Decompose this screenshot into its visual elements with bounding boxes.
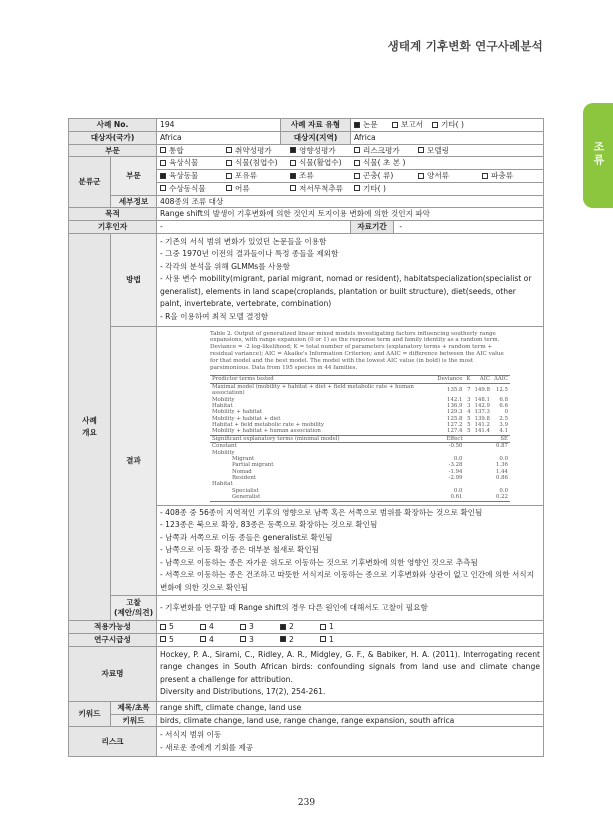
checkbox-label: 양서류 xyxy=(427,171,450,181)
figure-cell: 0.22 xyxy=(492,494,510,501)
figure-cell: 0.61 xyxy=(435,494,464,501)
category-row-plants xyxy=(157,157,544,170)
checked-box-icon[interactable] xyxy=(290,147,296,153)
overview-label-2: 개요 xyxy=(82,428,97,438)
climate-factor-value: - xyxy=(157,221,351,234)
checkbox-label: 보고서 xyxy=(401,120,424,129)
checkbox-label: 어류 xyxy=(235,183,250,193)
figure-cell xyxy=(464,494,472,501)
figure-cell: Resident xyxy=(232,475,257,482)
checkbox-option[interactable] xyxy=(290,157,354,169)
figure-cell: Habitat xyxy=(212,481,233,488)
chapter-tab-label: 조류 xyxy=(592,141,605,167)
purpose-label: 목적 xyxy=(69,208,157,221)
checkbox-label: 2 xyxy=(289,634,294,644)
figure-cell: 3.9 xyxy=(499,422,508,429)
figure-cell: 0.87 xyxy=(492,443,510,450)
checkbox-label: 수상동식물 xyxy=(169,183,206,193)
empty-box-icon[interactable] xyxy=(226,147,232,153)
category-detail-label: 세부정보 xyxy=(111,195,157,208)
checkbox-label: 영향성평가 xyxy=(299,145,336,155)
checkbox-label: 식물(침엽수) xyxy=(235,158,278,168)
category-row-aquatic xyxy=(157,182,544,195)
figure-cell: 5 xyxy=(467,428,471,435)
empty-box-icon[interactable] xyxy=(392,122,398,128)
figure-cell: 137.3 xyxy=(474,409,490,416)
reference-citation: Hockey, P. A., Sirami, C., Ridley, A. R., Midgley, G. F., & Babiker, H. A. (2011). Interrogating recent range changes in South African birds: confounding signals from land use and climate change present a challenge for attribution. xyxy=(160,649,540,684)
checkbox-option[interactable] xyxy=(320,621,360,633)
empty-box-icon[interactable] xyxy=(354,173,360,179)
empty-box-icon[interactable] xyxy=(418,147,424,153)
risk-value xyxy=(157,727,544,757)
applicability-options xyxy=(157,621,544,634)
figure-cell: 4 xyxy=(467,409,471,416)
figure-data-table xyxy=(210,375,510,501)
checkbox-option[interactable] xyxy=(354,157,418,169)
row-climate-factor xyxy=(69,221,544,234)
page-number: 239 xyxy=(297,798,316,808)
checkbox-label: 육상동물 xyxy=(169,171,199,181)
category-row-animals xyxy=(157,170,544,183)
figure-cell: Habitat xyxy=(212,402,233,409)
figure-cell: Mobility + habitat xyxy=(212,409,262,416)
empty-box-icon[interactable] xyxy=(160,185,166,191)
checkbox-option[interactable] xyxy=(320,634,360,646)
figure-header-row xyxy=(210,376,510,383)
row-keywords-title xyxy=(69,701,544,714)
urgency-options xyxy=(157,633,544,646)
figure-cell xyxy=(464,435,472,442)
checkbox-label: 리스크평가 xyxy=(363,145,400,155)
checkbox-option[interactable] xyxy=(354,170,418,182)
figure-cell: 5 xyxy=(467,415,471,422)
checkbox-label: 4 xyxy=(209,622,214,632)
checkbox-option[interactable] xyxy=(200,634,240,646)
country-label: 대상자(국가) xyxy=(69,131,157,144)
figure-cell: 0.0 xyxy=(499,455,508,462)
figure-cell: 5 xyxy=(467,422,471,429)
figure-cell: Significant explanatory terms (minimal model) xyxy=(210,435,435,442)
checked-box-icon[interactable] xyxy=(290,173,296,179)
checkbox-label: 조류 xyxy=(299,171,314,181)
empty-box-icon[interactable] xyxy=(160,147,166,153)
figure-cell: 12.5 xyxy=(492,383,510,396)
data-type-label: 사례 자료 유형 xyxy=(281,119,351,132)
figure-cell: 3 xyxy=(467,402,471,409)
checkbox-option[interactable] xyxy=(226,183,290,195)
reference-label: 자료명 xyxy=(69,646,157,701)
figure-cell: 129.3 xyxy=(447,409,463,416)
empty-box-icon[interactable] xyxy=(432,122,438,128)
empty-box-icon[interactable] xyxy=(354,185,360,191)
figure-cell: 141.4 xyxy=(474,428,490,435)
discussion-value: - 기후변화를 연구할 때 Range shift의 경우 다른 원인에 대해서도 고찰이 필요함 xyxy=(157,596,544,621)
figure-cell: 127.2 xyxy=(447,422,463,429)
checkbox-option[interactable] xyxy=(432,119,502,131)
figure-cell: 4.1 xyxy=(499,428,508,435)
checkbox-option[interactable] xyxy=(280,634,320,646)
row-method xyxy=(69,233,544,326)
figure-cell: 127.4 xyxy=(447,428,463,435)
method-item: - R을 이용하여 최적 모델 결정함 xyxy=(160,311,269,321)
figure-cell: 2.5 xyxy=(499,415,508,422)
figure-row xyxy=(210,428,510,435)
checked-box-icon[interactable] xyxy=(280,636,286,642)
checkbox-label: 5 xyxy=(169,622,174,632)
figure-caption: Table 2. Output of generalized linear mixed models investigating factors influencing southerly range expansions, with range expansion (0 or 1) as the response term and family identity as a random term. Deviance = -2 log-likelihood; K = total number of parameters (explanatory terms + random term + residual variance); AIC = Akaike's Information Criterion; and ΔAIC = difference between the AIC value for that model and the best model. The model with the lowest AIC value (in bold) is the most parsimonious. Data from 195 species in 44 families. xyxy=(210,330,504,372)
empty-box-icon[interactable] xyxy=(160,160,166,166)
applicability-label: 적용가능성 xyxy=(69,621,157,634)
result-figure-table xyxy=(210,331,510,502)
checkbox-label: 통합 xyxy=(169,145,184,155)
risk-item: - 서식지 범위 이동 xyxy=(160,730,222,740)
country-value: Africa xyxy=(157,131,281,144)
checkbox-option[interactable] xyxy=(240,634,280,646)
figure-cell: 149.8 xyxy=(473,383,492,396)
figure-cell: Specialist xyxy=(232,487,259,494)
figure-cell: Generalist xyxy=(210,494,435,501)
row-keywords-kw xyxy=(69,714,544,727)
result-item: - 서쪽으로 이동하는 종은 건조하고 따뜻한 서식지로 이동하는 종으로 기후변화와 상관이 없고 인간에 의한 서식지 변화에 의한 것으로 확인됨 xyxy=(160,570,534,592)
result-label: 결과 xyxy=(111,326,157,596)
sector-label: 부문 xyxy=(69,144,157,157)
checkbox-label: 취약성평가 xyxy=(235,145,272,155)
region-label: 대상지(지역) xyxy=(281,131,351,144)
checkbox-label: 기타( ) xyxy=(441,120,465,129)
row-purpose xyxy=(69,208,544,221)
figure-cell: -3.28 xyxy=(448,462,463,469)
checkbox-option[interactable] xyxy=(392,119,432,131)
checked-box-icon[interactable] xyxy=(160,173,166,179)
checkbox-label: 논문 xyxy=(363,120,378,129)
category-detail-value: 408종의 조류 대상 xyxy=(157,195,544,208)
figure-cell: 136.9 xyxy=(447,402,463,409)
figure-cell: AIC xyxy=(473,376,492,383)
row-reference xyxy=(69,646,544,701)
checkbox-option[interactable] xyxy=(290,183,354,195)
discussion-label-1: 고찰 xyxy=(126,597,141,607)
method-item: - 각각의 분석을 위해 GLMMs를 사용함 xyxy=(160,261,291,271)
figure-cell: Mobility xyxy=(212,449,235,456)
checkbox-option[interactable] xyxy=(160,170,226,182)
figure-sig-row xyxy=(210,494,510,501)
result-item: - 남쪽으로 이동 확장 종은 대부분 철새로 확인됨 xyxy=(160,545,320,555)
checkbox-option[interactable] xyxy=(160,145,226,157)
checkbox-label: 1 xyxy=(329,634,334,644)
figure-cell: K xyxy=(466,376,471,383)
figure-cell: Deviance xyxy=(437,376,463,383)
checkbox-option[interactable] xyxy=(240,621,280,633)
figure-cell: 0.0 xyxy=(499,487,508,494)
figure-cell: 0.0 xyxy=(453,487,463,494)
figure-cell: 0.0 xyxy=(453,455,463,462)
data-type-options xyxy=(351,119,544,132)
checkbox-option[interactable] xyxy=(160,634,200,646)
keywords-label: 키워드 xyxy=(69,701,111,727)
figure-cell: 1.44 xyxy=(495,468,508,475)
case-no-value: 194 xyxy=(157,119,281,132)
checkbox-label: 4 xyxy=(209,634,214,644)
empty-box-icon[interactable] xyxy=(354,160,360,166)
figure-cell: Migrant xyxy=(232,455,255,462)
checkbox-label: 식물(활엽수) xyxy=(299,158,342,168)
empty-box-icon[interactable] xyxy=(320,624,326,630)
empty-box-icon[interactable] xyxy=(482,173,488,179)
checkbox-label: 식물( 초 본 ) xyxy=(363,158,406,168)
figure-cell xyxy=(464,443,472,450)
figure-cell: Constant xyxy=(210,443,435,450)
empty-box-icon[interactable] xyxy=(226,160,232,166)
method-label: 방법 xyxy=(111,233,157,326)
result-content xyxy=(157,326,544,596)
figure-cell xyxy=(473,435,492,442)
figure-cell: Maximal model (mobility + habitat + diet + field metabolic rate + human association) xyxy=(210,383,435,396)
figure-cell: Mobility + habitat + human association xyxy=(212,428,321,435)
category-label: 분류군 xyxy=(69,157,111,208)
discussion-label-2: (제안/의견) xyxy=(114,608,154,618)
checkbox-label: 2 xyxy=(289,622,294,632)
reference-value xyxy=(157,646,544,701)
empty-box-icon[interactable] xyxy=(160,636,166,642)
result-item: - 남쪽과 서쪽으로 이동 종들은 generalist로 확인됨 xyxy=(160,532,333,542)
checkbox-option[interactable] xyxy=(160,157,226,169)
figure-cell: 139.8 xyxy=(474,415,490,422)
checkbox-option[interactable] xyxy=(160,183,226,195)
figure-row xyxy=(210,383,510,396)
case-no-label: 사례 No. xyxy=(69,119,157,132)
result-item: - 123종은 북으로 확장, 83종은 동쪽으로 확장하는 것으로 확인됨 xyxy=(160,520,378,530)
checkbox-label: 5 xyxy=(169,634,174,644)
figure-cell: Effect xyxy=(435,435,464,442)
row-country xyxy=(69,131,544,144)
keywords-kw-label: 키워드 xyxy=(111,714,157,727)
empty-box-icon[interactable] xyxy=(418,173,424,179)
checkbox-option[interactable] xyxy=(226,157,290,169)
case-table xyxy=(68,118,544,757)
figure-cell: 142.9 xyxy=(474,402,490,409)
checkbox-label: 저서무척추류 xyxy=(299,183,344,193)
row-sector xyxy=(69,144,544,157)
checkbox-label: 기타( ) xyxy=(363,183,387,193)
figure-cell: 142.1 xyxy=(447,396,463,403)
figure-cell: Mobility xyxy=(212,396,235,403)
empty-box-icon[interactable] xyxy=(290,185,296,191)
keywords-kw-value: birds, climate change, land use, range change, range expansion, south africa xyxy=(157,714,544,727)
figure-cell: 0.86 xyxy=(495,475,508,482)
header-title: 생태계 기후변화 연구사례분석 xyxy=(387,39,543,53)
purpose-value: Range shift의 발생이 기후변화에 의한 것인지 토지이용 변화에 의한 것인지 파악 xyxy=(157,208,544,221)
checkbox-option[interactable] xyxy=(418,145,478,157)
overview-label-1: 사례 xyxy=(82,416,97,426)
figure-cell: 148.1 xyxy=(474,396,490,403)
figure-cell: Partial migrant xyxy=(232,462,274,469)
period-value: - xyxy=(399,222,403,232)
figure-cell: ΔAIC xyxy=(493,376,508,383)
keywords-title-label: 제목/초록 xyxy=(111,701,157,714)
urgency-label: 연구시급성 xyxy=(69,633,157,646)
empty-box-icon[interactable] xyxy=(200,624,206,630)
figure-cell: 135.8 xyxy=(435,383,464,396)
checkbox-label: 포유류 xyxy=(235,171,258,181)
row-urgency xyxy=(69,633,544,646)
chapter-tab xyxy=(583,103,613,208)
checkbox-option[interactable] xyxy=(200,621,240,633)
figure-cell: Nomad xyxy=(232,468,252,475)
checkbox-label: 3 xyxy=(249,622,254,632)
empty-box-icon[interactable] xyxy=(160,624,166,630)
figure-cell: Habitat + field metabolic rate + mobility xyxy=(212,422,325,429)
method-item: - 기존의 서식 범위 변화가 있었던 논문들을 이용함 xyxy=(160,236,327,246)
row-applicability xyxy=(69,621,544,634)
method-item: - 사용 변수 mobility(migrant, parial migrant, nomad or resident), habitatspecialization(specialist or generalist), elements in land scape(croplands, plantation or built structure), diet(seeds, other palnt, invertebrate, vertebrate, combination) xyxy=(160,274,532,309)
figure-cell xyxy=(473,443,492,450)
figure-cell: -1.94 xyxy=(448,468,463,475)
keywords-title-value: range shift, climate change, land use xyxy=(157,701,544,714)
empty-box-icon[interactable] xyxy=(240,636,246,642)
checkbox-option[interactable] xyxy=(280,621,320,633)
checkbox-label: 모델링 xyxy=(427,145,450,155)
row-risk xyxy=(69,727,544,757)
row-category-detail xyxy=(69,195,544,208)
row-case-no xyxy=(69,119,544,132)
discussion-label xyxy=(111,596,157,621)
method-item: - 그중 1970년 이전의 결과들이나 특정 종들을 제외함 xyxy=(160,249,339,259)
category-sub-label: 부문 xyxy=(111,157,157,195)
row-category-1 xyxy=(69,157,544,170)
row-discussion xyxy=(69,596,544,621)
checkbox-label: 3 xyxy=(249,634,254,644)
checkbox-label: 곤충( 류) xyxy=(363,171,394,181)
checked-box-icon[interactable] xyxy=(354,122,360,128)
figure-cell: -0.50 xyxy=(435,443,464,450)
checkbox-option[interactable] xyxy=(354,119,392,131)
period-label: 자료기간 xyxy=(351,221,394,233)
empty-box-icon[interactable] xyxy=(226,185,232,191)
empty-box-icon[interactable] xyxy=(354,147,360,153)
checked-box-icon[interactable] xyxy=(280,624,286,630)
empty-box-icon[interactable] xyxy=(290,160,296,166)
figure-cell: 0 xyxy=(504,409,508,416)
figure-cell: 6.6 xyxy=(499,402,508,409)
risk-item: - 새로운 종에게 기회를 제공 xyxy=(160,742,254,752)
figure-cell: Predictor terms tested xyxy=(210,376,435,383)
checkbox-option[interactable] xyxy=(482,170,532,182)
climate-factor-label: 기후인자 xyxy=(69,221,157,234)
figure-cell xyxy=(473,494,492,501)
empty-box-icon[interactable] xyxy=(320,636,326,642)
figure-cell: 141.2 xyxy=(474,422,490,429)
result-item: - 408종 중 56종이 지역적인 기후의 영향으로 남쪽 혹은 서쪽으로 범위를 확장하는 것으로 확인됨 xyxy=(160,507,483,517)
empty-box-icon[interactable] xyxy=(240,624,246,630)
result-item: - 남쪽으로 이동하는 종은 자가운 위도로 이동하는 것으로 기후변화에 의한 영향인 것으로 추측됨 xyxy=(160,557,478,567)
checkbox-option[interactable] xyxy=(226,170,290,182)
figure-cell: 7 xyxy=(464,383,472,396)
overview-label xyxy=(69,233,111,620)
checkbox-option[interactable] xyxy=(354,145,418,157)
figure-cell: 1.36 xyxy=(495,462,508,469)
figure-cell: Mobility + habitat + diet xyxy=(212,415,281,422)
sector-options xyxy=(157,144,544,157)
figure-cell: 6.8 xyxy=(499,396,508,403)
risk-label: 리스크 xyxy=(69,727,157,757)
figure-cell: 3 xyxy=(467,396,471,403)
figure-sig-header-row xyxy=(210,435,510,442)
checkbox-option[interactable] xyxy=(290,170,354,182)
reference-journal: Diversity and Distributions, 17(2), 254-261. xyxy=(160,687,326,697)
period-cell xyxy=(351,221,544,234)
checkbox-option[interactable] xyxy=(290,145,354,157)
row-result xyxy=(69,326,544,596)
checkbox-option[interactable] xyxy=(160,621,200,633)
checkbox-option[interactable] xyxy=(418,170,482,182)
empty-box-icon[interactable] xyxy=(226,173,232,179)
figure-cell: SE xyxy=(492,435,510,442)
checkbox-label: 파충류 xyxy=(491,171,514,181)
checkbox-label: 1 xyxy=(329,622,334,632)
region-value: Africa xyxy=(351,131,544,144)
checkbox-option[interactable] xyxy=(354,183,418,195)
figure-cell: -2.99 xyxy=(448,475,463,482)
checkbox-option[interactable] xyxy=(226,145,290,157)
checkbox-label: 육상식물 xyxy=(169,158,199,168)
method-content xyxy=(157,233,544,326)
figure-cell: 125.8 xyxy=(447,415,463,422)
empty-box-icon[interactable] xyxy=(200,636,206,642)
figure-sig-row xyxy=(210,443,510,450)
